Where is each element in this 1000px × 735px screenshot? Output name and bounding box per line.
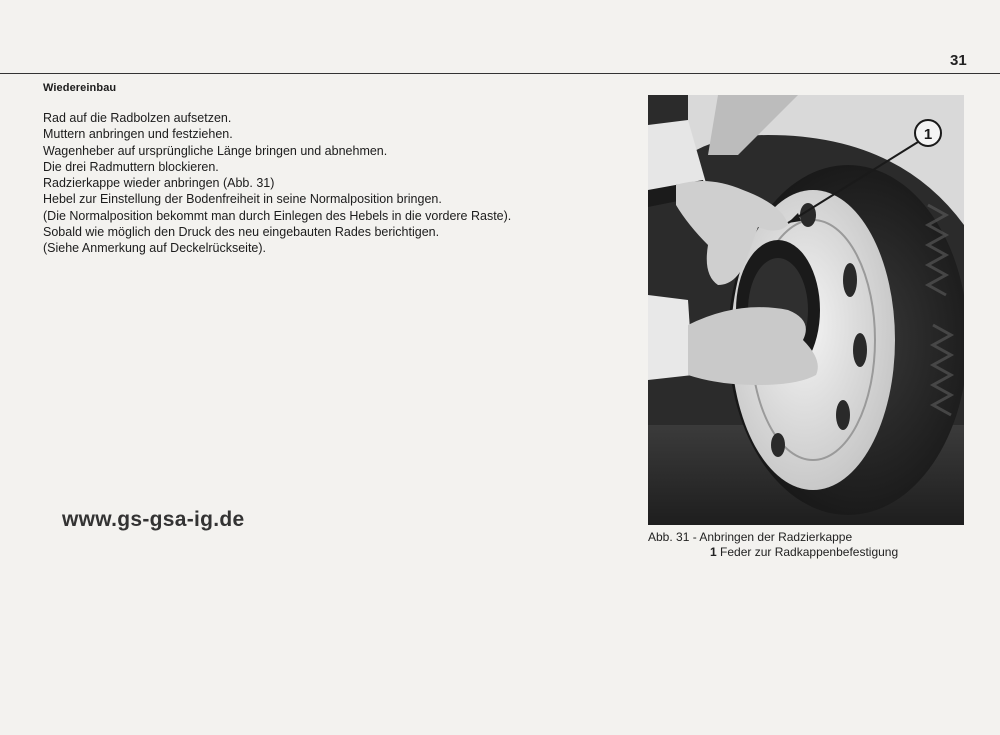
figure-caption (648, 530, 898, 560)
instruction-line: Sobald wie möglich den Druck des neu eingebauten Rades berichtigen. (43, 225, 440, 240)
instruction-list (43, 110, 623, 257)
instruction-line: Wagenheber auf ursprüngliche Länge bringen und abnehmen. (43, 143, 388, 158)
caption-title: Abb. 31 - Anbringen der Radzierkappe (648, 530, 853, 544)
caption-legend (648, 545, 898, 560)
instruction-line: Radzierkappe wieder anbringen (Abb. 31) (43, 176, 275, 191)
instruction-line: Hebel zur Einstellung der Bodenfreiheit in seine Normalposition bringen. (43, 192, 442, 207)
legend-number: 1 (710, 545, 717, 559)
instruction-line: (Die Normalposition bekommt man durch Einlegen des Hebels in die vordere Raste). (43, 208, 512, 223)
header-rule (0, 73, 1000, 74)
instruction-line: Die drei Radmuttern blockieren. (43, 159, 219, 174)
wheel-hubcap-photo-illustration (648, 95, 964, 525)
lower-hand (688, 307, 818, 385)
legend-text: Feder zur Radkappenbefestigung (720, 545, 899, 559)
instruction-line: Rad auf die Radbolzen aufsetzen. (43, 111, 232, 125)
section-title: Wiedereinbau (43, 82, 117, 94)
figure-photo (648, 95, 964, 525)
instruction-line: (Siehe Anmerkung auf Deckelrückseite). (43, 241, 267, 256)
page-number: 31 (950, 52, 967, 69)
watermark-url: www.gs-gsa-ig.de (62, 508, 245, 531)
instruction-line: Muttern anbringen und festziehen. (43, 127, 233, 142)
callout-number: 1 (923, 126, 933, 143)
